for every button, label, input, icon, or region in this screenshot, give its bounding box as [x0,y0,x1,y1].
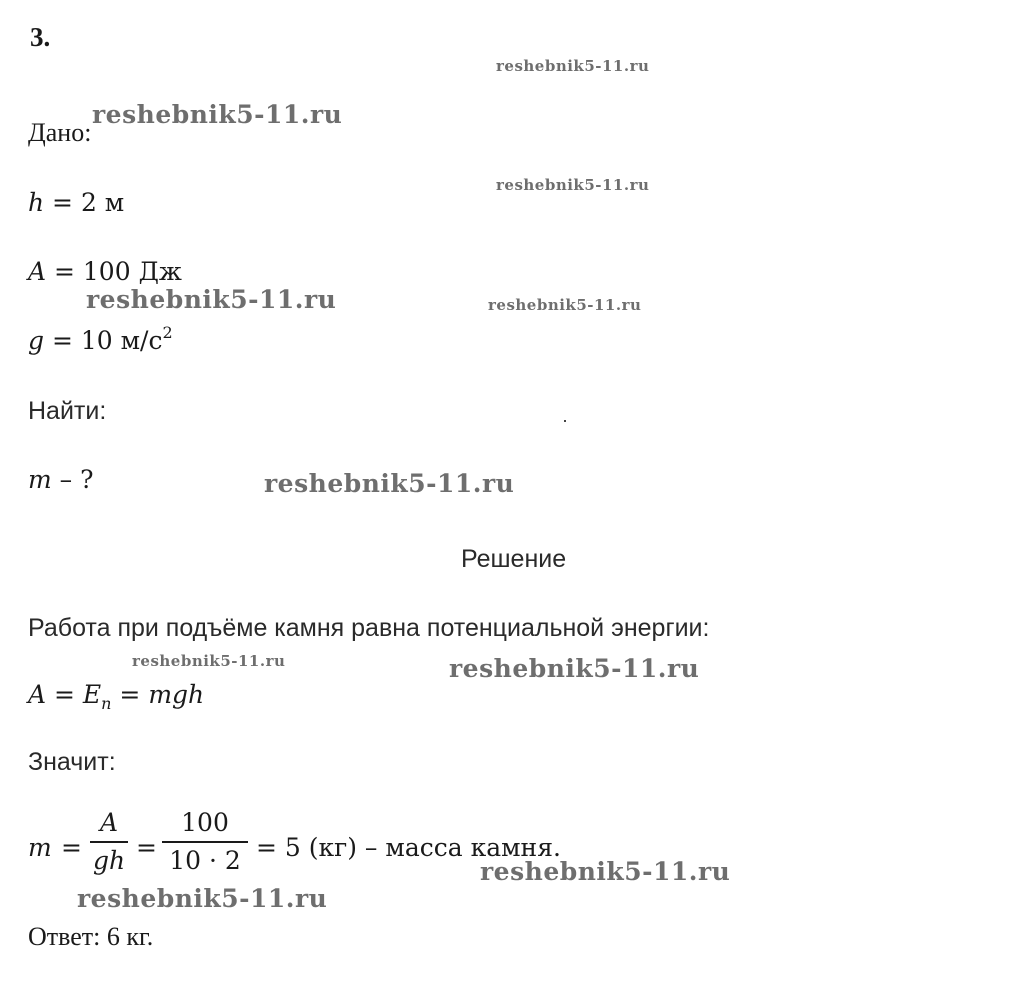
watermark: reshebnik5-11.ru [480,857,731,886]
gravity-value: = 10 м/с [44,326,163,355]
watermark: reshebnik5-11.ru [77,884,328,913]
work-variable: A [28,257,47,286]
gravity-exponent: 2 [162,323,173,342]
fraction2-numerator: 100 [181,808,229,837]
formula1-E: E [82,680,102,709]
fraction-a-over-gh [90,808,128,876]
height-variable: h [28,188,45,217]
watermark: reshebnik5-11.ru [496,176,650,194]
formula1-eq2: = [111,680,149,709]
formula2-eq-2: = [136,833,157,862]
watermark: reshebnik5-11.ru [86,285,337,314]
problem-number: 3. [30,22,51,52]
fraction1-bar [90,841,128,843]
mass-question: – ? [51,465,94,494]
formula1-mgh: mgh [148,680,205,709]
formula-work-energy [28,680,205,713]
find-mass [28,465,94,494]
fraction1-denominator: gh [92,846,126,875]
therefore-label: Значит: [28,748,116,776]
given-height [28,188,124,217]
fraction-100-over-20 [162,808,248,876]
given-gravity [28,323,173,355]
solution-heading: Решение [461,545,567,573]
formula2-m: m [28,833,52,862]
formula1-sub: п [101,694,112,713]
watermark: reshebnik5-11.ru [132,652,286,670]
formula1-eq1: = [46,680,83,709]
stray-dot [564,420,566,422]
work-value: = 100 Дж [46,257,182,286]
watermark: reshebnik5-11.ru [92,100,343,129]
formula2-result: = 5 (кг) – масса камня. [256,833,561,862]
watermark: reshebnik5-11.ru [264,469,515,498]
given-work [28,257,182,286]
answer: Ответ: 6 кг. [28,922,154,951]
fraction1-numerator: A [99,808,119,837]
gravity-variable: g [28,326,45,355]
mass-variable: m [28,465,52,494]
watermark: reshebnik5-11.ru [496,57,650,75]
formula1-A: A [28,680,47,709]
solution-line: Работа при подъёме камня равна потенциальной энергии: [28,614,710,642]
fraction2-bar [162,841,248,843]
watermark: reshebnik5-11.ru [488,296,642,314]
find-label: Найти: [28,397,107,425]
watermark: reshebnik5-11.ru [449,654,700,683]
formula2-eq: = [61,833,82,862]
given-label: Дано: [28,118,92,147]
fraction2-denominator: 10 · 2 [169,846,241,875]
height-value: = 2 м [44,188,125,217]
